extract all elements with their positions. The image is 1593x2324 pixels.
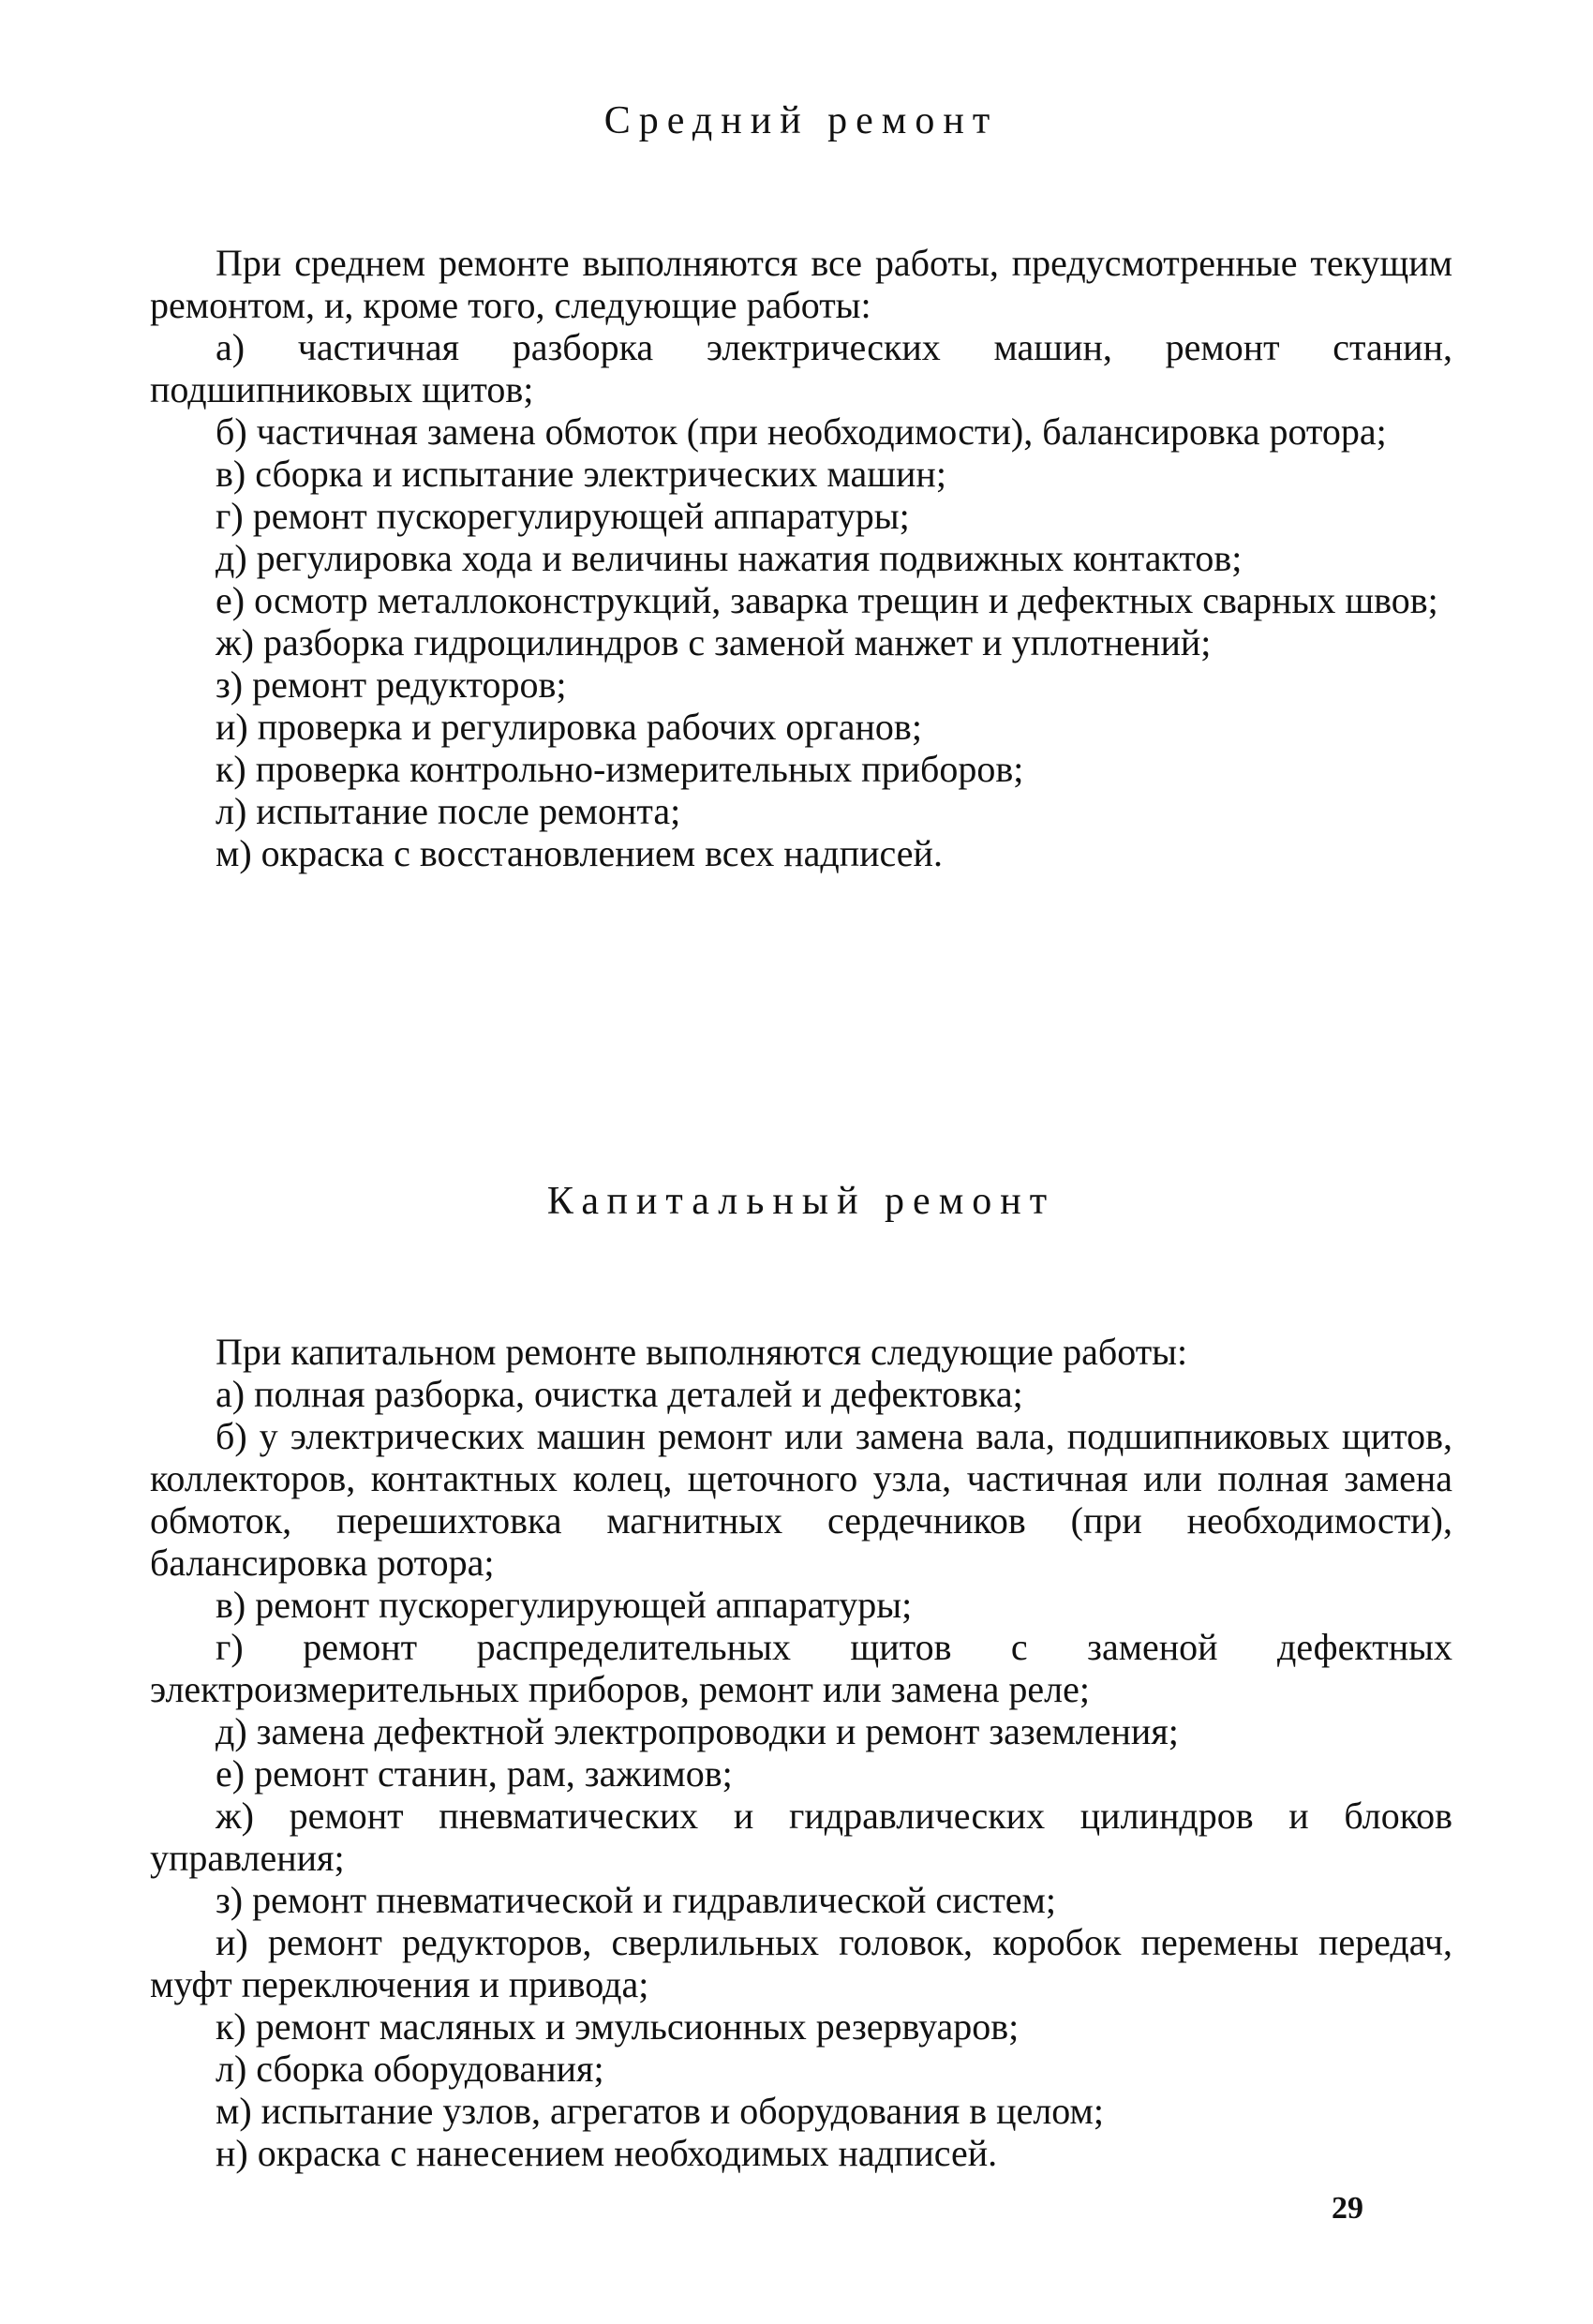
list-item: е) осмотр металлоконструкций, заварка трещин и дефектных сварных швов; — [216, 579, 1438, 621]
list-item: г) ремонт распределительных щитов с заменой дефектных электроизмерительных приборов, ремонт или замена реле; — [150, 1626, 1452, 1710]
section-title-medium-repair: Средний ремонт — [603, 99, 999, 142]
page-number: 29 — [1332, 2191, 1363, 2226]
list-item: и) проверка и регулировка рабочих органов; — [216, 706, 922, 748]
list-item: и) ремонт редукторов, сверлильных головок, коробок перемены передач, муфт переключения и привода; — [150, 1921, 1452, 2005]
list-item: м) испытание узлов, агрегатов и оборудования в целом; — [216, 2090, 1104, 2132]
section-body-capital-repair — [150, 1331, 1452, 2174]
section-title-capital-repair: Капитальный ремонт — [546, 1180, 1056, 1223]
list-item: л) испытание после ремонта; — [216, 790, 681, 832]
list-item: в) ремонт пускорегулирующей аппаратуры; — [216, 1584, 913, 1626]
section-intro: При среднем ремонте выполняются все работы, предусмотренные текущим ремонтом, и, кроме того, следующие работы: — [150, 242, 1452, 326]
list-item: н) окраска с нанесением необходимых надписей. — [216, 2132, 998, 2174]
document-page — [150, 0, 1452, 2324]
list-item: а) частичная разборка электрических машин, ремонт станин, подшипниковых щитов; — [150, 326, 1452, 410]
list-item: б) у электрических машин ремонт или замена вала, подшипниковых щитов, коллекторов, контактных колец, щеточного узла, частичная или полная замена обмоток, перешихтовка магнитных сердечников (при необходимости), балансировка ротора; — [150, 1415, 1452, 1584]
list-item: ж) ремонт пневматических и гидравлических цилиндров и блоков управления; — [150, 1795, 1452, 1879]
list-item: к) ремонт масляных и эмульсионных резервуаров; — [216, 2005, 1020, 2048]
list-item: д) замена дефектной электропроводки и ремонт заземления; — [216, 1710, 1179, 1752]
list-item: б) частичная замена обмоток (при необходимости), балансировка ротора; — [216, 410, 1387, 453]
section-body-medium-repair — [150, 242, 1452, 874]
list-item: ж) разборка гидроцилиндров с заменой манжет и уплотнений; — [216, 621, 1212, 663]
list-item: з) ремонт редукторов; — [216, 663, 567, 706]
list-item: е) ремонт станин, рам, зажимов; — [216, 1752, 733, 1795]
list-item: а) полная разборка, очистка деталей и дефектовка; — [216, 1373, 1023, 1415]
list-item: в) сборка и испытание электрических машин; — [216, 453, 946, 495]
list-item: л) сборка оборудования; — [216, 2048, 604, 2090]
list-item: г) ремонт пускорегулирующей аппаратуры; — [216, 495, 910, 537]
list-item: д) регулировка хода и величины нажатия подвижных контактов; — [216, 537, 1243, 579]
section-intro: При капитальном ремонте выполняются следующие работы: — [216, 1331, 1188, 1373]
list-item: к) проверка контрольно-измерительных приборов; — [216, 748, 1024, 790]
list-item: з) ремонт пневматической и гидравлической систем; — [216, 1879, 1056, 1921]
list-item: м) окраска с восстановлением всех надписей. — [216, 832, 943, 874]
